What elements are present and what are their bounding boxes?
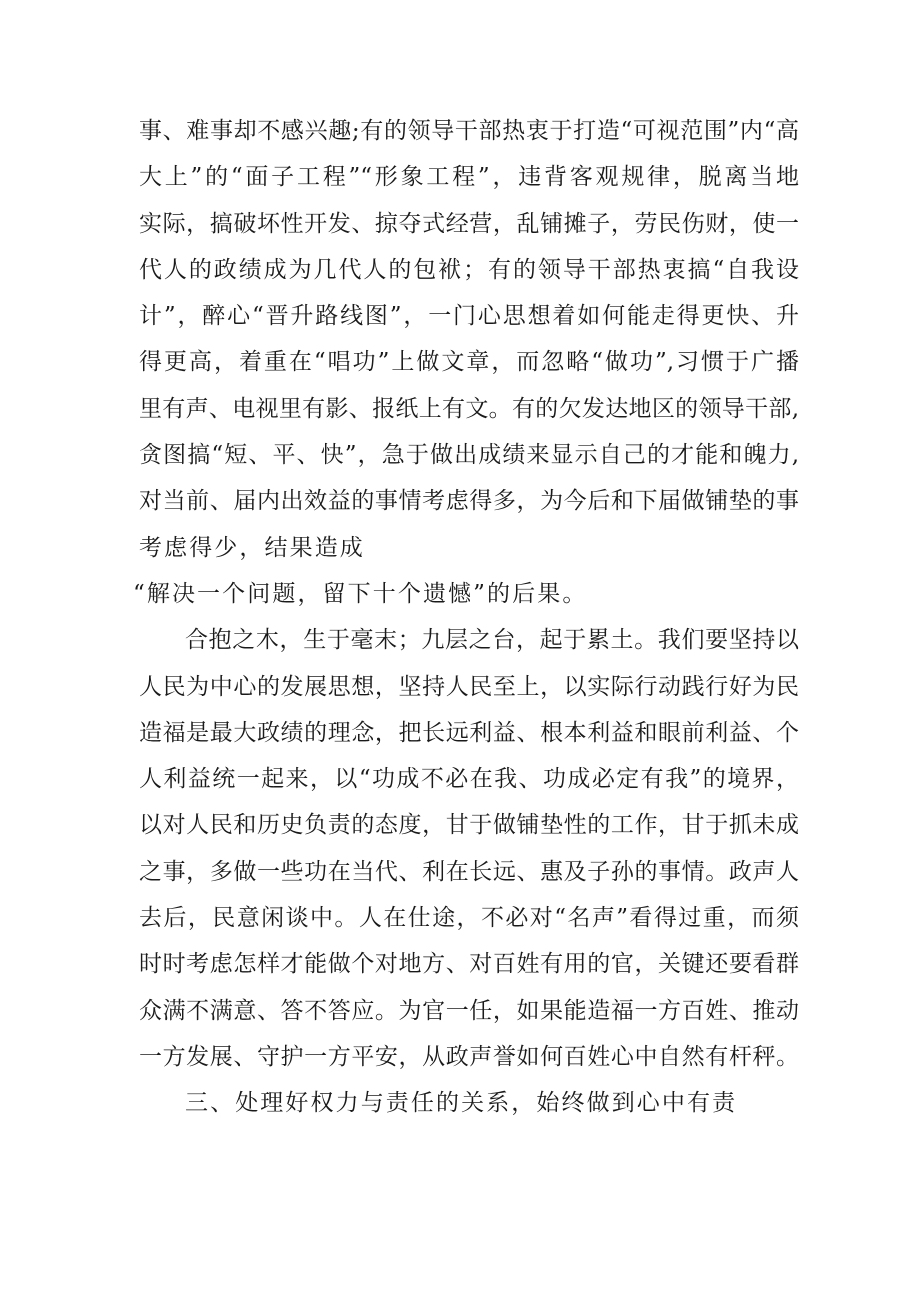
text-line: 得更高，着重在“唱功”上做文章，而忽略“做功”,习惯于广播 (139, 349, 799, 376)
text-line: 里有声、电视里有影、报纸上有文。有的欠发达地区的领导干部, (139, 395, 799, 422)
text-line: 考虑得少，结果造成 (139, 534, 365, 561)
text-line: 时时考虑怎样才能做个对地方、对百姓有用的官，关键还要看群 (139, 951, 799, 978)
paragraph-first-line: 合抱之木，生于毫末；九层之台，起于累土。我们要坚持以 (185, 627, 799, 654)
text-line: 贪图搞“短、平、快”，急于做出成绩来显示自己的才能和魄力, (139, 442, 799, 469)
section-heading: 三、处理好权力与责任的关系，始终做到心中有责 (185, 1090, 738, 1117)
text-line: 人利益统一起来，以“功成不必在我、功成必定有我”的境界， (139, 766, 799, 793)
text-line: 代人的政绩成为几代人的包袱；有的领导干部热衷搞“自我设 (139, 256, 799, 283)
text-line: 众满不满意、答不答应。为官一任，如果能造福一方百姓、推动 (139, 997, 799, 1024)
text-line: 一方发展、守护一方平安，从政声誉如何百姓心中自然有杆秤。 (139, 1043, 799, 1070)
text-line: 对当前、届内出效益的事情考虑得多，为今后和下届做铺垫的事 (139, 488, 799, 515)
text-line: 以对人民和历史负责的态度，甘于做铺垫性的工作，甘于抓未成 (139, 812, 799, 839)
body-text (133, 108, 819, 1127)
text-line: 计”，醉心“晋升路线图”，一门心思想着如何能走得更快、升 (139, 303, 799, 330)
text-line: 事、难事却不感兴趣;有的领导干部热衷于打造“可视范围”内“高 (139, 118, 799, 144)
text-line: 实际，搞破坏性开发、掠夺式经营，乱铺摊子，劳民伤财，使一 (139, 210, 799, 237)
text-line: 人民为中心的发展思想，坚持人民至上，以实际行动践行好为民 (139, 673, 799, 700)
text-line: “解决一个问题，留下十个遗憾”的后果。 (133, 580, 588, 607)
text-line: 之事，多做一些功在当代、利在长远、惠及子孙的事情。政声人 (139, 858, 799, 885)
text-line: 大上”的“面子工程”“形象工程”，违背客观规律，脱离当地 (139, 164, 799, 191)
text-line: 造福是最大政绩的理念，把长远利益、根本利益和眼前利益、个 (139, 719, 799, 746)
text-line: 去后，民意闲谈中。人在仕途，不必对“名声”看得过重，而须 (139, 905, 799, 932)
